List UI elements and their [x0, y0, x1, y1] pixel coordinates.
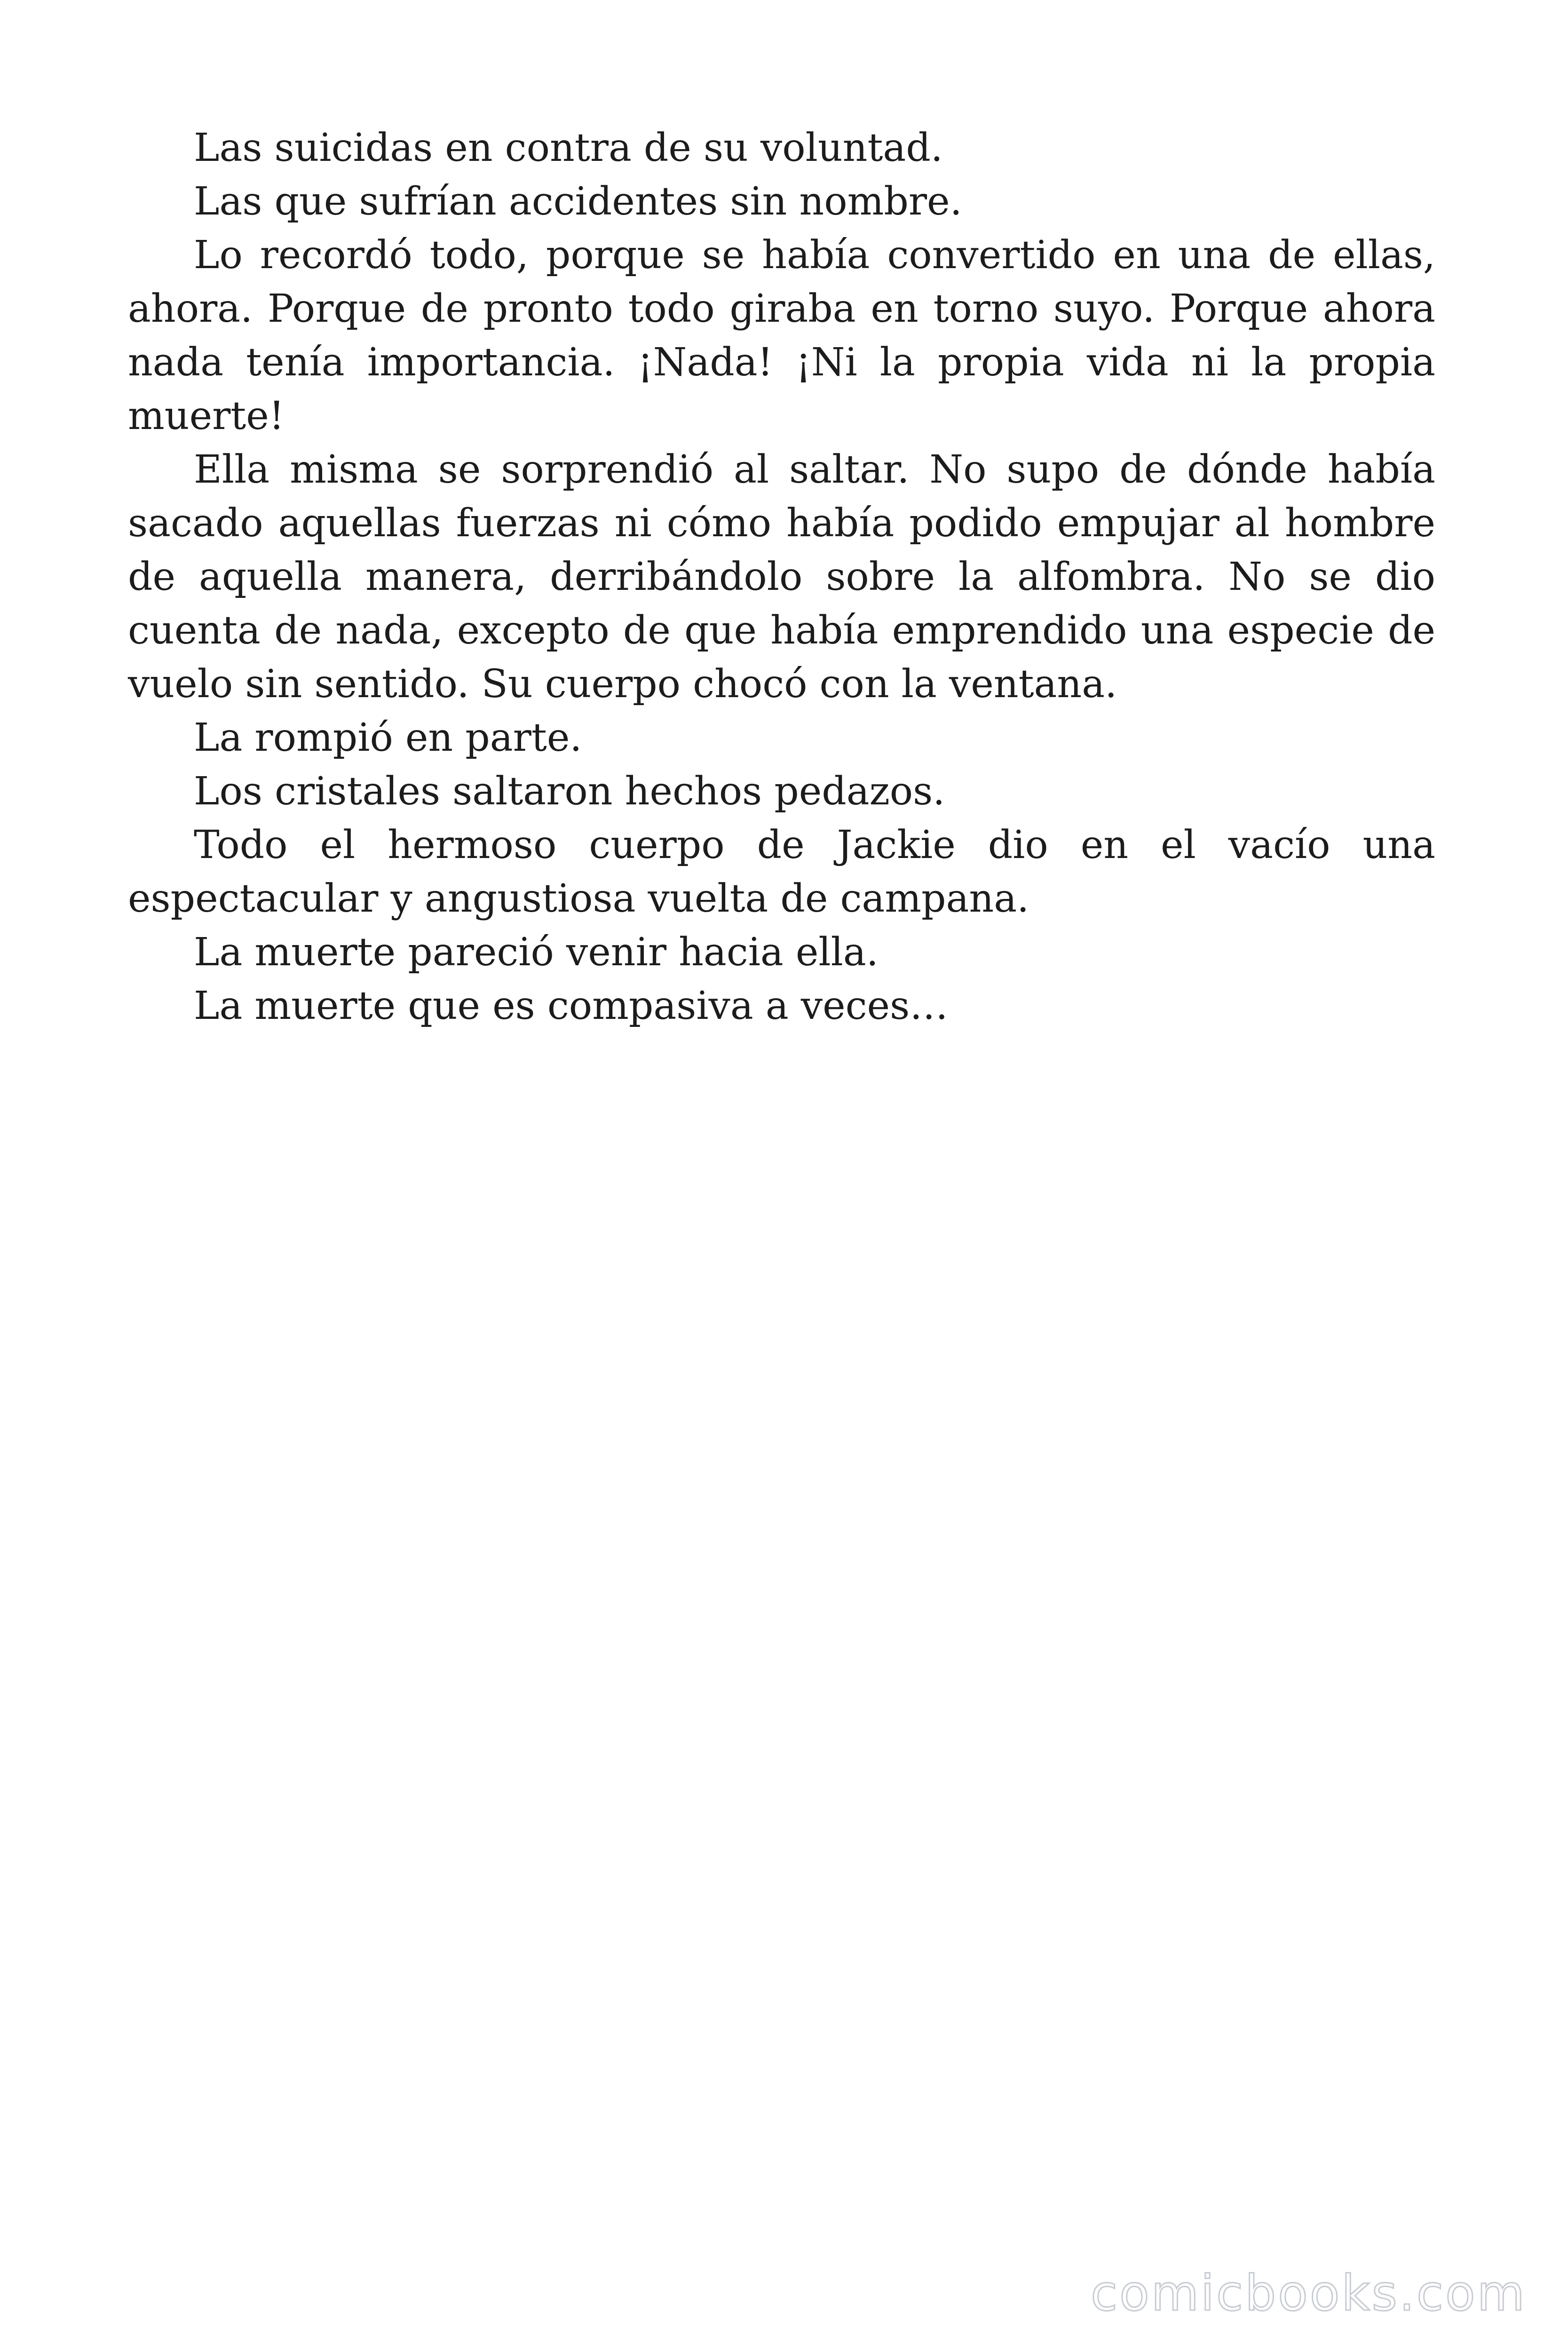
- paragraph: La muerte que es compasiva a veces…: [194, 984, 949, 1028]
- paragraph: Todo el hermoso cuerpo de Jackie dio en el vacío una espectacular y angustiosa vuelta de campana.: [128, 823, 1435, 921]
- paragraph: Las suicidas en contra de su voluntad.: [194, 126, 943, 170]
- body-text: [128, 121, 1435, 1033]
- paragraph: La rompió en parte.: [194, 715, 582, 760]
- watermark: comicbooks.com: [1090, 2265, 1527, 2322]
- paragraph: Las que sufrían accidentes sin nombre.: [194, 179, 962, 224]
- paragraph: Los cristales saltaron hechos pedazos.: [194, 769, 945, 814]
- paragraph: Ella misma se sorprendió al saltar. No supo de dónde había sacado aquellas fuerzas ni cómo había podido empujar al hombre de aquella manera, derribándolo sobre la alfombra. No se dio cuenta de nada, excepto de que había emprendido una especie de vuelo sin sentido. Su cuerpo chocó con la ventana.: [128, 447, 1435, 707]
- paragraph: Lo recordó todo, porque se había convertido en una de ellas, ahora. Porque de pronto todo giraba en torno suyo. Porque ahora nada tenía importancia. ¡Nada! ¡Ni la propia vida ni la propia muerte!: [128, 233, 1435, 438]
- paragraph: La muerte pareció venir hacia ella.: [194, 930, 879, 975]
